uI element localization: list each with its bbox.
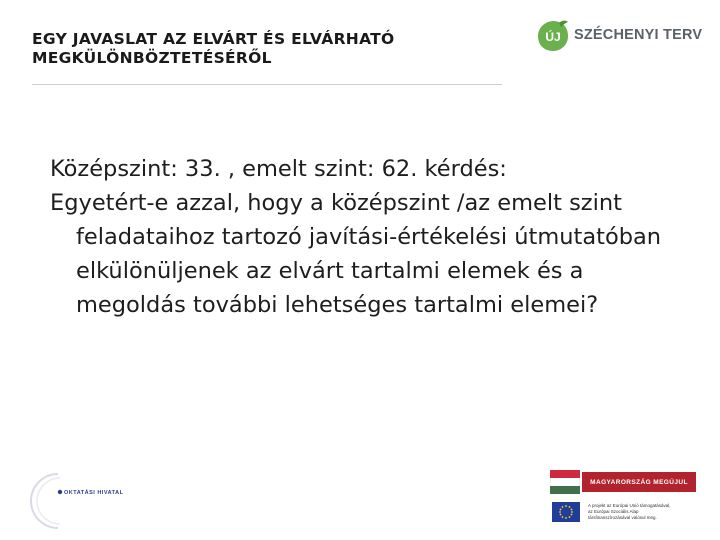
oktatasi-hivatal-logo-icon [24, 470, 134, 530]
szechenyi-terv-logo [536, 18, 716, 54]
brand-mark-text: ÚJ [545, 30, 561, 44]
question-paragraph: Egyetért-e azzal, hogy a középszint /az emelt szint feladataihoz tartozó javítási-értékelési útmutatóban elkülönüljenek az elvárt tartalmi elemek és a megoldás további lehetséges tartalmi elemei? [50, 190, 662, 318]
magyarorszag-megujul-banner [548, 468, 698, 496]
oktatasi-hivatal-logo [24, 470, 134, 530]
title-divider [32, 84, 502, 85]
leaf-logo-icon [536, 19, 570, 53]
eu-funding-badge [548, 468, 698, 526]
eu-flag-icon [552, 502, 580, 522]
question-reference: Középszint: 33. , emelt szint: 62. kérdés: [50, 156, 507, 182]
slide-title [32, 30, 522, 68]
hungarian-flag-icon [550, 470, 580, 494]
banner-bar [582, 472, 696, 492]
body-text [50, 152, 690, 322]
eu-text-line: az Európai Szociális Alap [588, 509, 639, 514]
eu-text-line: A projekt az Európai Unió támogatásával, [588, 503, 671, 508]
brand-name: SZÉCHENYI TERV [574, 27, 703, 43]
title-line-2: MEGKÜLÖNBÖZTETÉSÉRŐL [32, 49, 272, 67]
eu-funding-text [588, 503, 698, 521]
title-line-1: EGY JAVASLAT AZ ELVÁRT ÉS ELVÁRHATÓ [32, 30, 395, 48]
oktatasi-hivatal-name: OKTATÁSI HIVATAL [64, 490, 124, 496]
banner-text: MAGYARORSZÁG MEGÚJUL [590, 478, 688, 486]
eu-text-line: társfinanszírozásával valósul meg. [588, 515, 657, 520]
